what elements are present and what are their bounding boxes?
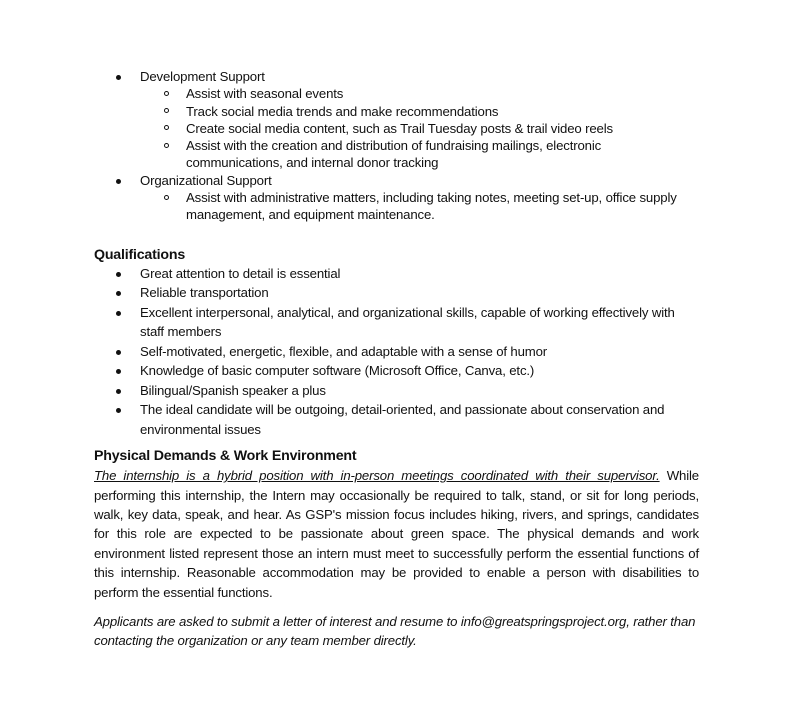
bullet-dot-icon: [116, 361, 121, 381]
application-instructions: Applicants are asked to submit a letter of interest and resume to info@greatspringsproject.org, rather than contacting the organization or any team member directly.: [94, 614, 696, 648]
bullet-circle-icon: [164, 120, 169, 137]
section-heading-physical-demands: Physical Demands & Work Environment: [94, 448, 357, 465]
section-heading-qualifications: Qualifications: [94, 246, 186, 263]
bullet-circle-icon: [164, 103, 169, 120]
list-item: [94, 85, 699, 102]
list-item-text: Reliable transportation: [140, 285, 269, 301]
bullet-dot-icon: [116, 172, 121, 189]
list-item: [94, 264, 699, 284]
sub-list: [140, 85, 699, 171]
bullet-circle-icon: [164, 85, 169, 102]
bullet-circle-icon: [164, 137, 169, 154]
list-item-text: Excellent interpersonal, analytical, and organizational skills, capable of working effectively with staff members: [140, 304, 675, 340]
list-item-text: Create social media content, such as Trail Tuesday posts & trail video reels: [186, 120, 613, 136]
bullet-dot-icon: [116, 283, 121, 303]
bullet-dot-icon: [116, 303, 121, 323]
sub-list: [140, 189, 699, 224]
list-item-text: Assist with the creation and distribution of fundraising mailings, electronic communications, and internal donor tracking: [186, 138, 602, 171]
bullet-dot-icon: [116, 264, 121, 284]
list-item-text: The ideal candidate will be outgoing, detail-oriented, and passionate about conservation and environmental issues: [140, 402, 665, 437]
physical-demands-paragraph: [94, 466, 699, 602]
duties-list: [94, 68, 699, 224]
bullet-dot-icon: [116, 68, 121, 85]
list-item: [94, 361, 699, 381]
list-item-text: Self-motivated, energetic, flexible, and adaptable with a sense of humor: [140, 343, 548, 359]
list-item: [94, 283, 699, 303]
list-item-text: Assist with administrative matters, including taking notes, meeting set-up, office supply management, and equipment maintenance.: [186, 190, 677, 223]
duty-label: Development Support: [140, 69, 265, 84]
list-item: [94, 303, 699, 342]
bullet-dot-icon: [116, 381, 121, 401]
list-item-text: Track social media trends and make recommendations: [186, 103, 499, 119]
duty-label: Organizational Support: [140, 172, 272, 188]
list-item: [94, 172, 699, 224]
list-item: [94, 381, 699, 401]
list-item: [94, 137, 699, 172]
list-item: [94, 103, 699, 120]
bullet-dot-icon: [116, 400, 121, 420]
hybrid-position-note: The internship is a hybrid position with in-person meetings coordinated with their supervisor.: [94, 468, 660, 484]
list-item-text: Knowledge of basic computer software (Microsoft Office, Canva, etc.): [140, 363, 535, 379]
document-content: [94, 68, 699, 650]
bullet-dot-icon: [116, 342, 121, 362]
bullet-circle-icon: [164, 189, 169, 206]
list-item: [94, 400, 699, 439]
list-item: [94, 120, 699, 137]
list-item-text: Bilingual/Spanish speaker a plus: [140, 382, 326, 398]
list-item: [94, 342, 699, 362]
list-item-text: Great attention to detail is essential: [140, 265, 341, 281]
list-item: [94, 68, 699, 172]
list-item: [94, 189, 699, 224]
physical-demands-text: While performing this internship, the Intern may occasionally be required to talk, stand, or sit for long periods, walk, key data, speak, and hear. As GSP's mission focus includes hiking, rivers, and springs, candidates for this role are expected to be passionate about green space. The physical demands and work environment listed represent those an intern must meet to successfully perform the essential functions of this internship. Reasonable accommodation may be provided to enable a person with disabilities to perform the essential functions.: [94, 468, 699, 600]
qualifications-list: [94, 264, 699, 440]
list-item-text: Assist with seasonal events: [186, 86, 344, 102]
